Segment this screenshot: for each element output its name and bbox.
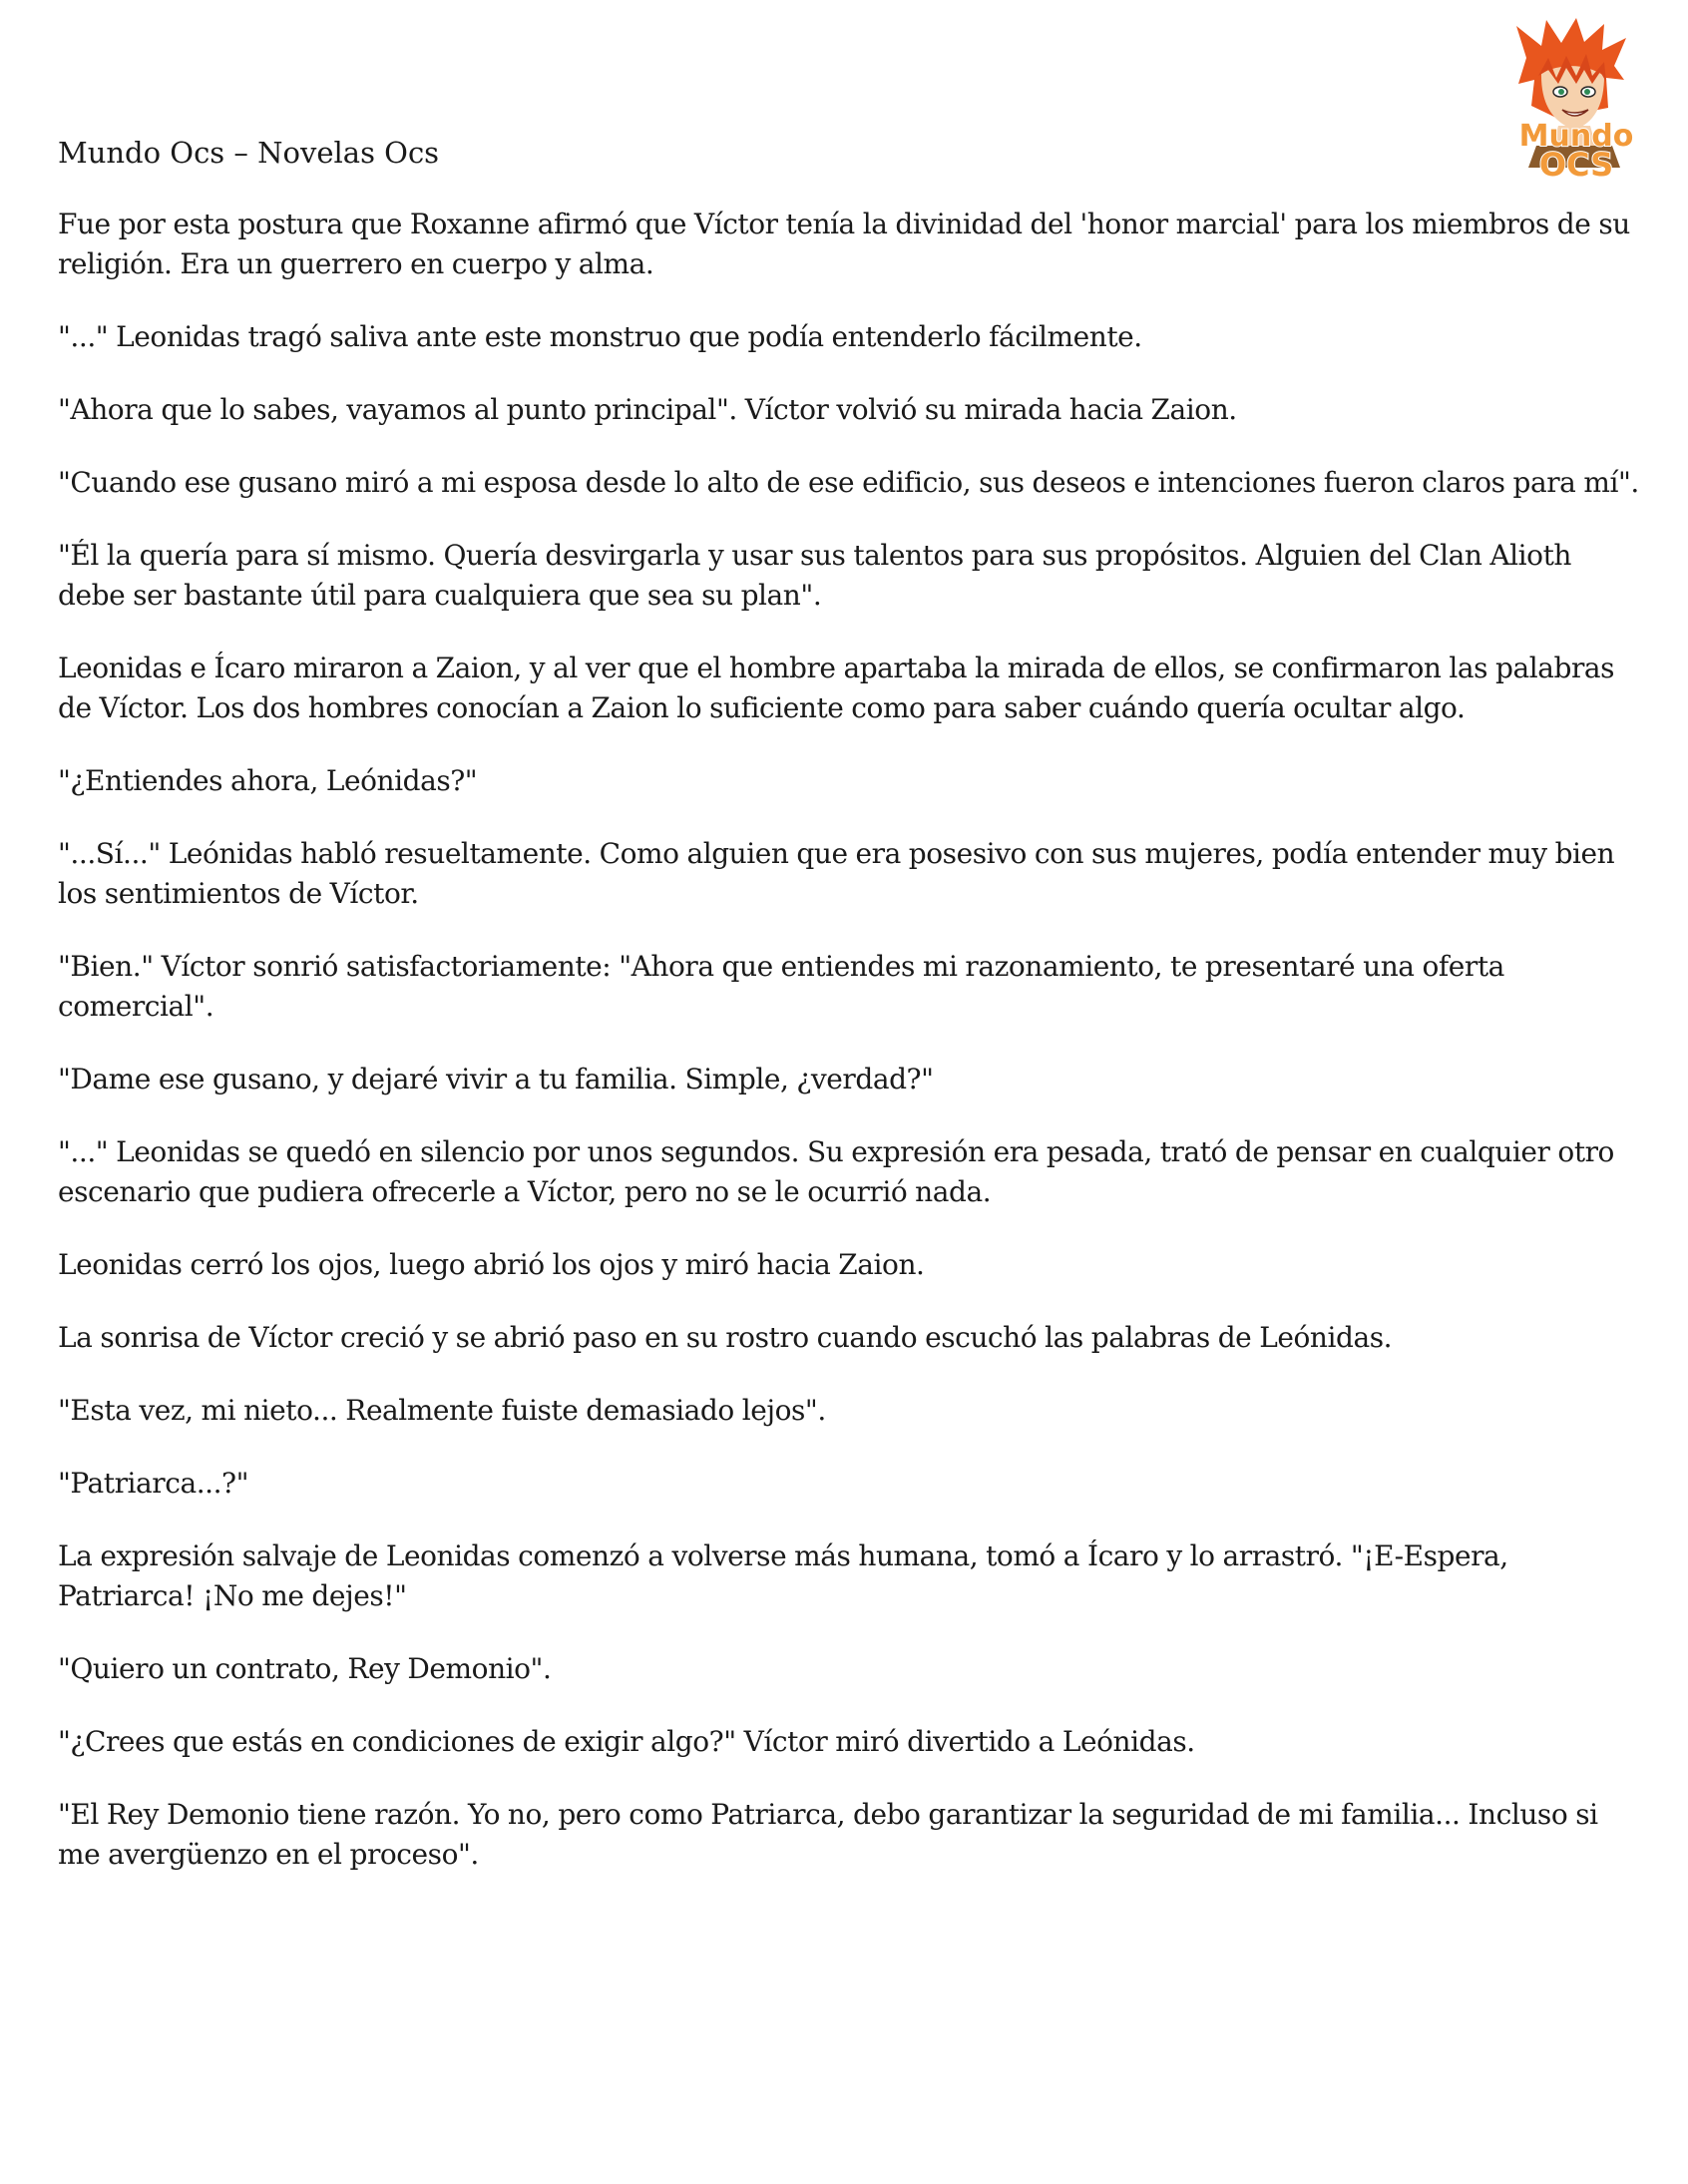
paragraph: Fue por esta postura que Roxanne afirmó que Víctor tenía la divinidad del 'honor marcial' para los miembros de su religión. Era un guerrero en cuerpo y alma. xyxy=(58,208,1630,280)
right-pupil xyxy=(1584,89,1590,95)
paragraph: La expresión salvaje de Leonidas comenzó a volverse más humana, tomó a Ícaro y lo arrastró. "¡E-Espera, Patriarca! ¡No me dejes!" xyxy=(58,1539,1508,1612)
paragraph: "Patriarca...?" xyxy=(58,1467,249,1500)
mundo-ocs-logo-graphic xyxy=(1496,18,1656,183)
left-pupil xyxy=(1558,89,1564,95)
paragraph: "Ahora que lo sabes, vayamos al punto principal". Víctor volvió su mirada hacia Zaion. xyxy=(58,393,1237,426)
paragraph: "...Sí..." Leónidas habló resueltamente. Como alguien que era posesivo con sus mujeres, podía entender muy bien los sentimientos de Víctor. xyxy=(58,837,1615,910)
paragraph: Leonidas e Ícaro miraron a Zaion, y al ver que el hombre apartaba la mirada de ellos, se confirmaron las palabras de Víctor. Los dos hombres conocían a Zaion lo suficiente como para saber cuándo quería ocultar algo. xyxy=(58,652,1615,724)
paragraph: Leonidas cerró los ojos, luego abrió los ojos y miró hacia Zaion. xyxy=(58,1248,925,1281)
logo-text-mundo: Mundo xyxy=(1518,119,1634,154)
paragraph: "Él la quería para sí mismo. Quería desvirgarla y usar sus talentos para sus propósitos. Alguien del Clan Alioth debe ser bastante útil para cualquiera que sea su plan". xyxy=(58,539,1571,612)
paragraph: "Esta vez, mi nieto... Realmente fuiste demasiado lejos". xyxy=(58,1394,826,1427)
paragraph: "¿Entiendes ahora, Leónidas?" xyxy=(58,764,478,797)
page-header: Mundo Ocs – Novelas Ocs xyxy=(58,136,440,170)
mundo-ocs-logo xyxy=(1496,18,1656,183)
paragraph: "Quiero un contrato, Rey Demonio". xyxy=(58,1652,552,1685)
paragraph: "..." Leonidas tragó saliva ante este monstruo que podía entenderlo fácilmente. xyxy=(58,320,1142,353)
paragraph: "..." Leonidas se quedó en silencio por unos segundos. Su expresión era pesada, trató de pensar en cualquier otro escenario que pudiera ofrecerle a Víctor, pero no se le ocurrió nada. xyxy=(58,1135,1614,1208)
paragraph: "¿Crees que estás en condiciones de exigir algo?" Víctor miró divertido a Leónidas. xyxy=(58,1725,1195,1758)
paragraph: "Dame ese gusano, y dejaré vivir a tu familia. Simple, ¿verdad?" xyxy=(58,1063,934,1095)
paragraph: La sonrisa de Víctor creció y se abrió paso en su rostro cuando escuchó las palabras de Leónidas. xyxy=(58,1321,1393,1354)
paragraph: "El Rey Demonio tiene razón. Yo no, pero como Patriarca, debo garantizar la seguridad de mi familia... Incluso si me avergüenzo en el proceso". xyxy=(58,1798,1598,1871)
logo-text-ocs: OCS xyxy=(1538,146,1614,183)
paragraph: "Bien." Víctor sonrió satisfactoriamente: "Ahora que entiendes mi razonamiento, te presentaré una oferta comercial". xyxy=(58,950,1504,1023)
story-body xyxy=(58,205,1644,1908)
paragraph: "Cuando ese gusano miró a mi esposa desde lo alto de ese edificio, sus deseos e intenciones fueron claros para mí". xyxy=(58,466,1639,499)
